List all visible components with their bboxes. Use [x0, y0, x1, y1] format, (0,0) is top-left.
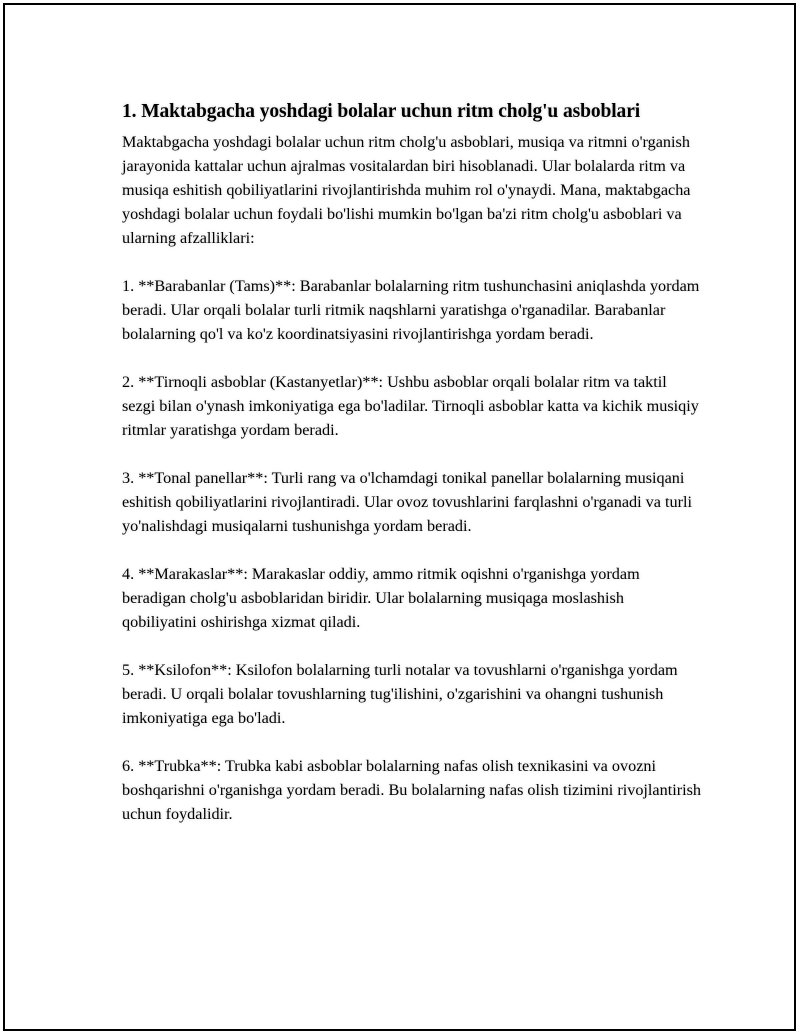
list-item-xylophone: 5. **Ksilofon**: Ksilofon bolalarning turli notalar va tovushlarni o'rganishga yordam beradi. U orqali bolalar tovushlarning tug'ilishini, o'zgarishini va ohangni tushunish imkoniyatiga ega bo'ladi. — [122, 661, 678, 727]
document-title: 1. Maktabgacha yoshdagi bolalar uchun ritm cholg'u asboblari — [122, 101, 641, 122]
list-item-drums: 1. **Barabanlar (Tams)**: Barabanlar bolalarning ritm tushunchasini aniqlashda yordam beradi. Ular orqali bolalar turli ritmik naqshlarni yaratishga o'rganadilar. Barabanlar bolalarning qo'l va ko'z koordinatsiyasini rivojlantirishga yordam beradi. — [122, 277, 700, 343]
document-body — [122, 100, 702, 850]
page-frame — [3, 3, 796, 1031]
list-item-castanets: 2. **Tirnoqli asboblar (Kastanyetlar)**: Ushbu asboblar orqali bolalar ritm va taktil sezgi bilan o'ynash imkoniyatiga ega bo'ladilar. Tirnoqli asboblar katta va kichik musiqiy ritmlar yaratishga yordam beradi. — [122, 373, 699, 439]
list-item-tonal-panels: 3. **Tonal panellar**: Turli rang va o'lchamdagi tonikal panellar bolalarning musiqani eshitish qobiliyatlarini rivojlantiradi. Ular ovoz tovushlarini farqlashni o'rganadi va turli yo'nalishdagi musiqalarni tushunishga yordam beradi. — [122, 469, 692, 535]
list-item-maracas: 4. **Marakaslar**: Marakaslar oddiy, ammo ritmik oqishni o'rganishga yordam beradigan cholg'u asboblaridan biridir. Ular bolalarning musiqaga moslashish qobiliyatini oshirishga xizmat qiladi. — [122, 565, 640, 631]
intro-paragraph: Maktabgacha yoshdagi bolalar uchun ritm cholg'u asboblari, musiqa va ritmni o'rganish jarayonida kattalar uchun ajralmas vositalardan biri hisoblanadi. Ular bolalarda ritm va musiqa eshitish qobiliyatlarini rivojlantirishda muhim rol o'ynaydi. Mana, maktabgacha yoshdagi bolalar uchun foydali bo'lishi mumkin bo'lgan ba'zi ritm cholg'u asboblari va ularning afzalliklari: — [122, 133, 691, 247]
list-item-trumpet: 6. **Trubka**: Trubka kabi asboblar bolalarning nafas olish texnikasini va ovozni boshqarishni o'rganishga yordam beradi. Bu bolalarning nafas olish tizimini rivojlantirish uchun foydalidir. — [122, 757, 701, 823]
